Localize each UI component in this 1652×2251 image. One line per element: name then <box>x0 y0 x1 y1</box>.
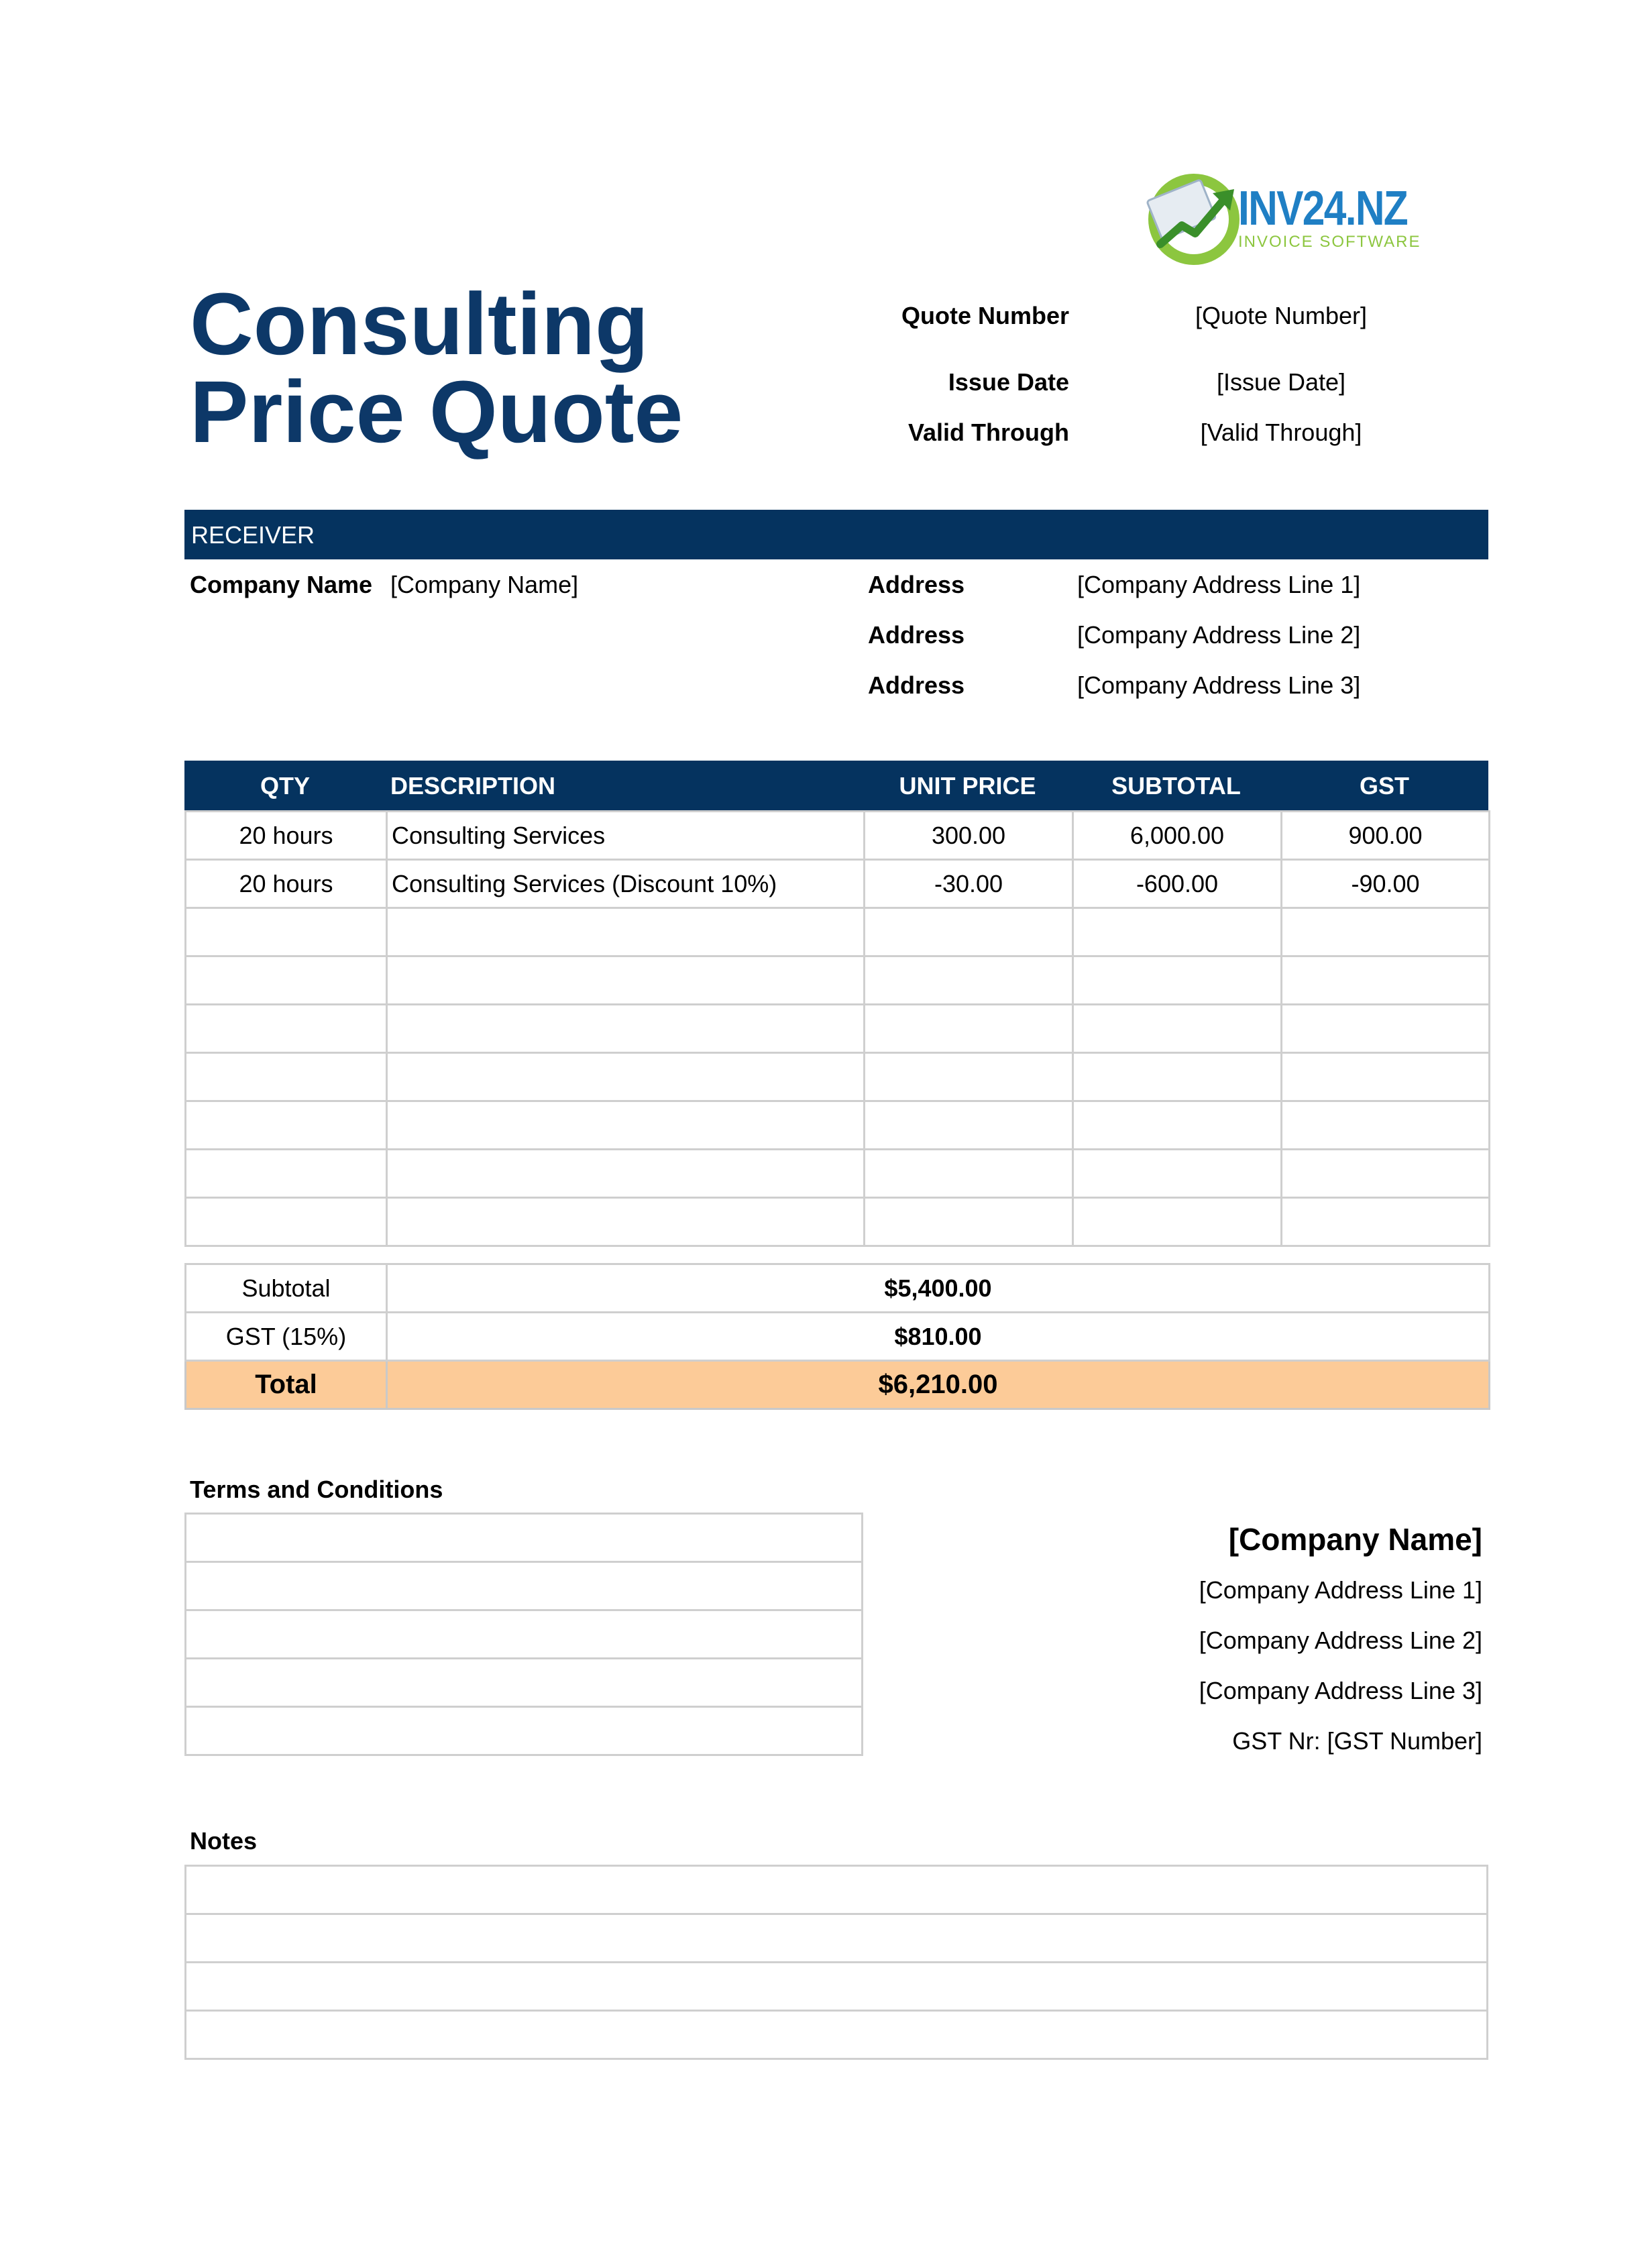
description-cell[interactable] <box>387 908 865 956</box>
description-cell[interactable]: Consulting Services (Discount 10%) <box>387 860 865 908</box>
gst-cell[interactable] <box>1282 908 1490 956</box>
qty-cell[interactable] <box>186 956 387 1005</box>
unit-price-cell[interactable] <box>865 1053 1073 1101</box>
terms-table <box>184 1513 863 1756</box>
gst-cell[interactable] <box>1282 1198 1490 1246</box>
valid-through-label: Valid Through <box>908 419 1069 446</box>
terms-heading: Terms and Conditions <box>190 1476 443 1503</box>
items-header-bar <box>184 761 1488 810</box>
terms-line[interactable] <box>186 1659 863 1707</box>
table-row <box>186 1198 1490 1246</box>
totals-table <box>184 1263 1490 1410</box>
description-cell[interactable] <box>387 1005 865 1053</box>
address-label-1: Address <box>868 571 965 598</box>
gst-cell[interactable] <box>1282 1150 1490 1198</box>
unit-price-cell[interactable] <box>865 1150 1073 1198</box>
table-row <box>186 1005 1490 1053</box>
table-row <box>186 812 1490 860</box>
table-row <box>186 956 1490 1005</box>
header-description: DESCRIPTION <box>390 772 556 800</box>
seller-address-3: [Company Address Line 3] <box>1199 1677 1482 1704</box>
subtotal-cell[interactable] <box>1073 908 1282 956</box>
description-cell[interactable]: Consulting Services <box>387 812 865 860</box>
total-value: $6,210.00 <box>387 1361 1490 1409</box>
subtotal-value: $5,400.00 <box>387 1264 1490 1313</box>
notes-line[interactable] <box>186 1963 1488 2011</box>
gst-label: GST (15%) <box>186 1313 387 1361</box>
terms-row <box>186 1610 863 1659</box>
subtotal-cell[interactable] <box>1073 1005 1282 1053</box>
description-cell[interactable] <box>387 956 865 1005</box>
description-cell[interactable] <box>387 1053 865 1101</box>
qty-cell[interactable] <box>186 1198 387 1246</box>
document-title-line-1: Consulting <box>190 274 649 373</box>
terms-line[interactable] <box>186 1610 863 1659</box>
logo-text: INV24.NZ <box>1238 182 1408 235</box>
description-cell[interactable] <box>387 1198 865 1246</box>
subtotal-cell[interactable]: -600.00 <box>1073 860 1282 908</box>
seller-gst-number: GST Nr: [GST Number] <box>1232 1727 1482 1755</box>
notes-heading: Notes <box>190 1827 258 1855</box>
unit-price-cell[interactable] <box>865 1005 1073 1053</box>
terms-line[interactable] <box>186 1514 863 1562</box>
description-cell[interactable] <box>387 1101 865 1150</box>
header-unit-price: UNIT PRICE <box>899 772 1036 800</box>
address-value-2: [Company Address Line 2] <box>1077 621 1361 649</box>
total-row <box>186 1361 1490 1409</box>
notes-table <box>184 1865 1488 2060</box>
notes-line[interactable] <box>186 2011 1488 2059</box>
company-name-value: [Company Name] <box>390 571 579 598</box>
notes-row <box>186 1963 1488 2011</box>
address-value-3: [Company Address Line 3] <box>1077 671 1361 699</box>
gst-cell[interactable] <box>1282 956 1490 1005</box>
gst-cell[interactable] <box>1282 1053 1490 1101</box>
subtotal-cell[interactable] <box>1073 1101 1282 1150</box>
terms-line[interactable] <box>186 1707 863 1755</box>
notes-row <box>186 1866 1488 1914</box>
gst-row <box>186 1313 1490 1361</box>
table-row <box>186 1053 1490 1101</box>
table-row <box>186 860 1490 908</box>
qty-cell[interactable] <box>186 1101 387 1150</box>
terms-row <box>186 1562 863 1610</box>
unit-price-cell[interactable] <box>865 956 1073 1005</box>
subtotal-cell[interactable] <box>1073 1053 1282 1101</box>
notes-row <box>186 2011 1488 2059</box>
document-title-line-2: Price Quote <box>190 362 683 461</box>
qty-cell[interactable] <box>186 1150 387 1198</box>
table-row <box>186 1150 1490 1198</box>
quote-number-value: [Quote Number] <box>1195 302 1368 329</box>
qty-cell[interactable]: 20 hours <box>186 812 387 860</box>
terms-row <box>186 1707 863 1755</box>
terms-row <box>186 1514 863 1562</box>
unit-price-cell[interactable]: 300.00 <box>865 812 1073 860</box>
header-gst: GST <box>1359 772 1409 800</box>
subtotal-cell[interactable] <box>1073 1198 1282 1246</box>
gst-cell[interactable] <box>1282 1005 1490 1053</box>
seller-address-1: [Company Address Line 1] <box>1199 1576 1482 1604</box>
address-value-1: [Company Address Line 1] <box>1077 571 1361 598</box>
seller-address-2: [Company Address Line 2] <box>1199 1627 1482 1654</box>
qty-cell[interactable]: 20 hours <box>186 860 387 908</box>
items-table <box>184 810 1490 1247</box>
logo-subtitle: INVOICE SOFTWARE <box>1238 233 1421 251</box>
subtotal-cell[interactable]: 6,000.00 <box>1073 812 1282 860</box>
qty-cell[interactable] <box>186 908 387 956</box>
unit-price-cell[interactable] <box>865 1101 1073 1150</box>
issue-date-label: Issue Date <box>948 368 1069 396</box>
qty-cell[interactable] <box>186 1053 387 1101</box>
terms-line[interactable] <box>186 1562 863 1610</box>
table-row <box>186 1101 1490 1150</box>
gst-cell[interactable]: -90.00 <box>1282 860 1490 908</box>
gst-cell[interactable] <box>1282 1101 1490 1150</box>
quote-number-label: Quote Number <box>901 302 1069 329</box>
header-subtotal: SUBTOTAL <box>1111 772 1241 800</box>
notes-line[interactable] <box>186 1866 1488 1914</box>
gst-value: $810.00 <box>387 1313 1490 1361</box>
terms-row <box>186 1659 863 1707</box>
subtotal-label: Subtotal <box>186 1264 387 1313</box>
total-label: Total <box>186 1361 387 1409</box>
notes-line[interactable] <box>186 1914 1488 1963</box>
unit-price-cell[interactable]: -30.00 <box>865 860 1073 908</box>
seller-company-name: [Company Name] <box>1228 1522 1482 1557</box>
header-qty: QTY <box>260 772 310 800</box>
company-name-label: Company Name <box>190 571 373 598</box>
unit-price-cell[interactable] <box>865 1198 1073 1246</box>
address-label-2: Address <box>868 621 965 649</box>
table-row <box>186 908 1490 956</box>
address-label-3: Address <box>868 671 965 699</box>
valid-through-value: [Valid Through] <box>1200 419 1362 446</box>
subtotal-cell[interactable] <box>1073 956 1282 1005</box>
issue-date-value: [Issue Date] <box>1216 368 1346 396</box>
receiver-heading: RECEIVER <box>191 521 315 549</box>
subtotal-row <box>186 1264 1490 1313</box>
subtotal-cell[interactable] <box>1073 1150 1282 1198</box>
gst-cell[interactable]: 900.00 <box>1282 812 1490 860</box>
receiver-header-bar <box>184 510 1488 559</box>
description-cell[interactable] <box>387 1150 865 1198</box>
notes-row <box>186 1914 1488 1963</box>
unit-price-cell[interactable] <box>865 908 1073 956</box>
qty-cell[interactable] <box>186 1005 387 1053</box>
